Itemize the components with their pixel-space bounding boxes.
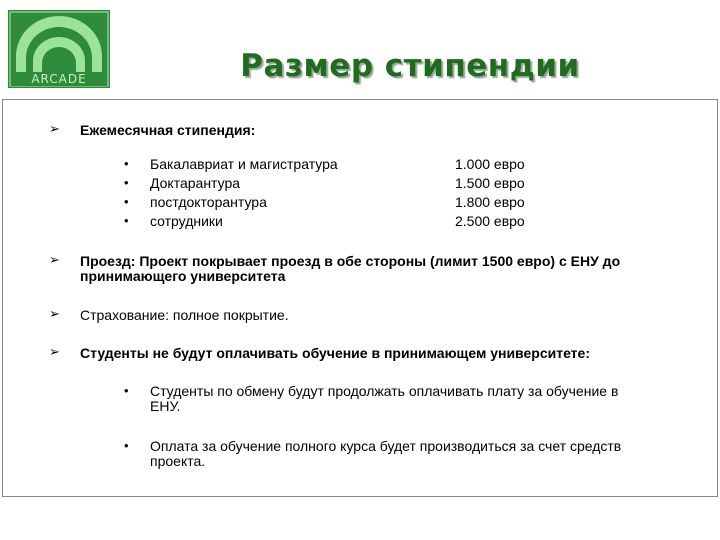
logo-text: ARCADE	[31, 72, 87, 86]
tuition-item-line-1: Оплата за обучение полного курса будет производиться за счет средств	[150, 438, 622, 454]
travel-line-2: принимающего университета	[80, 268, 286, 284]
dot-bullet-icon: •	[124, 156, 129, 171]
stipend-category: постдокторантура	[150, 194, 267, 210]
arrow-bullet-icon: ➢	[49, 345, 60, 360]
stipend-amount: 2.500 евро	[455, 213, 525, 229]
dot-bullet-icon: •	[124, 213, 129, 228]
tuition-item-line-2: ЕНУ.	[150, 398, 181, 414]
dot-bullet-icon: •	[124, 438, 129, 453]
stipend-amount: 1.800 евро	[455, 194, 525, 210]
stipend-amount: 1.000 евро	[455, 156, 525, 172]
stipend-category: Бакалавриат и магистратура	[150, 156, 338, 172]
travel-line-1: Проезд: Проект покрывает проезд в обе стороны (лимит 1500 евро) с ЕНУ до	[80, 253, 621, 269]
tuition-heading: Студенты не будут оплачивать обучение в принимающем университете:	[80, 345, 590, 361]
tuition-item-line-2: проекта.	[150, 453, 206, 469]
arrow-bullet-icon: ➢	[49, 122, 60, 137]
tuition-item-line-1: Студенты по обмену будут продолжать оплачивать плату за обучение в	[150, 383, 619, 399]
dot-bullet-icon: •	[124, 383, 129, 398]
dot-bullet-icon: •	[124, 194, 129, 209]
monthly-heading: Ежемесячная стипендия:	[80, 122, 256, 138]
stipend-category: сотрудники	[150, 213, 223, 229]
stipend-category: Доктарантура	[150, 175, 241, 191]
page-title: Размер стипендии	[240, 48, 580, 84]
arrow-bullet-icon: ➢	[49, 307, 60, 322]
dot-bullet-icon: •	[124, 175, 129, 190]
insurance-text: Страхование: полное покрытие.	[80, 307, 289, 323]
arrow-bullet-icon: ➢	[49, 253, 60, 268]
arcade-logo	[8, 10, 110, 88]
stipend-amount: 1.500 евро	[455, 175, 525, 191]
